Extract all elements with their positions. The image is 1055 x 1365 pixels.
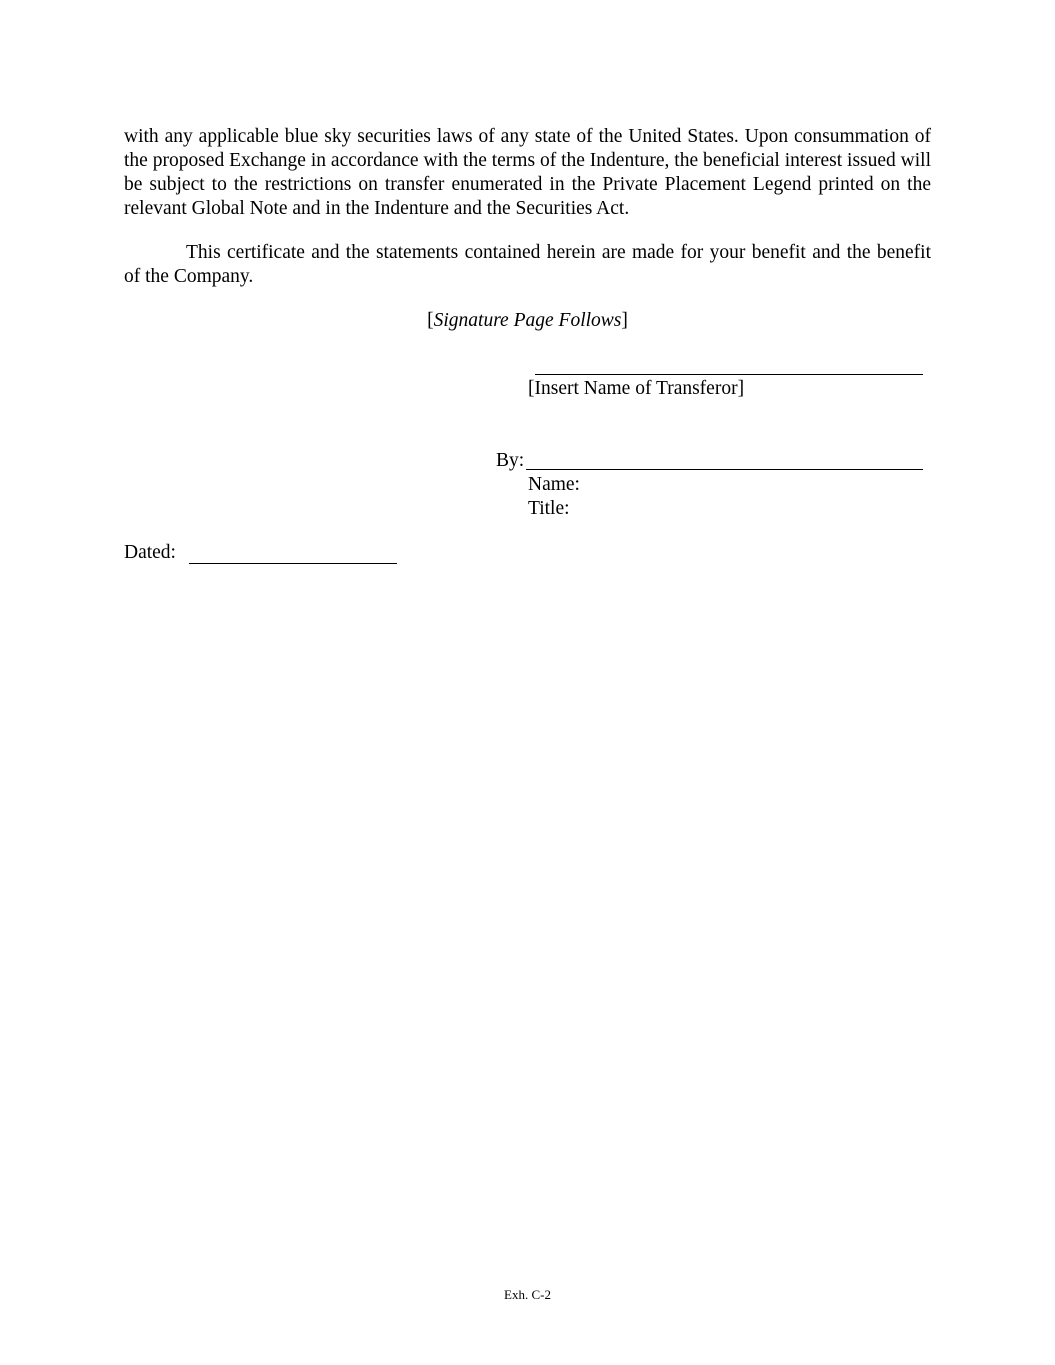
name-label: Name: <box>528 474 580 495</box>
signature-note-close-bracket: ] <box>621 310 628 331</box>
signature-page-note <box>0 309 1055 333</box>
dated-line <box>189 563 397 564</box>
transferor-signature-line <box>535 374 923 375</box>
by-signature-line <box>526 469 923 470</box>
paragraph-certificate-benefit: This certificate and the statements contained herein are made for your benefit and the benefit of the Company. <box>124 242 931 287</box>
paragraph-securities-laws: with any applicable blue sky securities laws of any state of the United States. Upon consummation of the proposed Exchange in accordance with the terms of the Indenture, the beneficial interest issued will be subject to the restrictions on transfer enumerated in the Private Placement Legend printed on the relevant Global Note and in the Indenture and the Securities Act. <box>124 126 931 219</box>
transferor-name-placeholder: [Insert Name of Transferor] <box>528 378 745 399</box>
title-label: Title: <box>528 498 570 519</box>
dated-label: Dated: <box>124 542 176 563</box>
signature-note-open-bracket: [ <box>427 310 434 331</box>
page-footer: Exh. C-2 <box>504 1287 551 1302</box>
signature-note-text: Signature Page Follows <box>433 310 622 331</box>
by-label: By: <box>496 450 525 471</box>
